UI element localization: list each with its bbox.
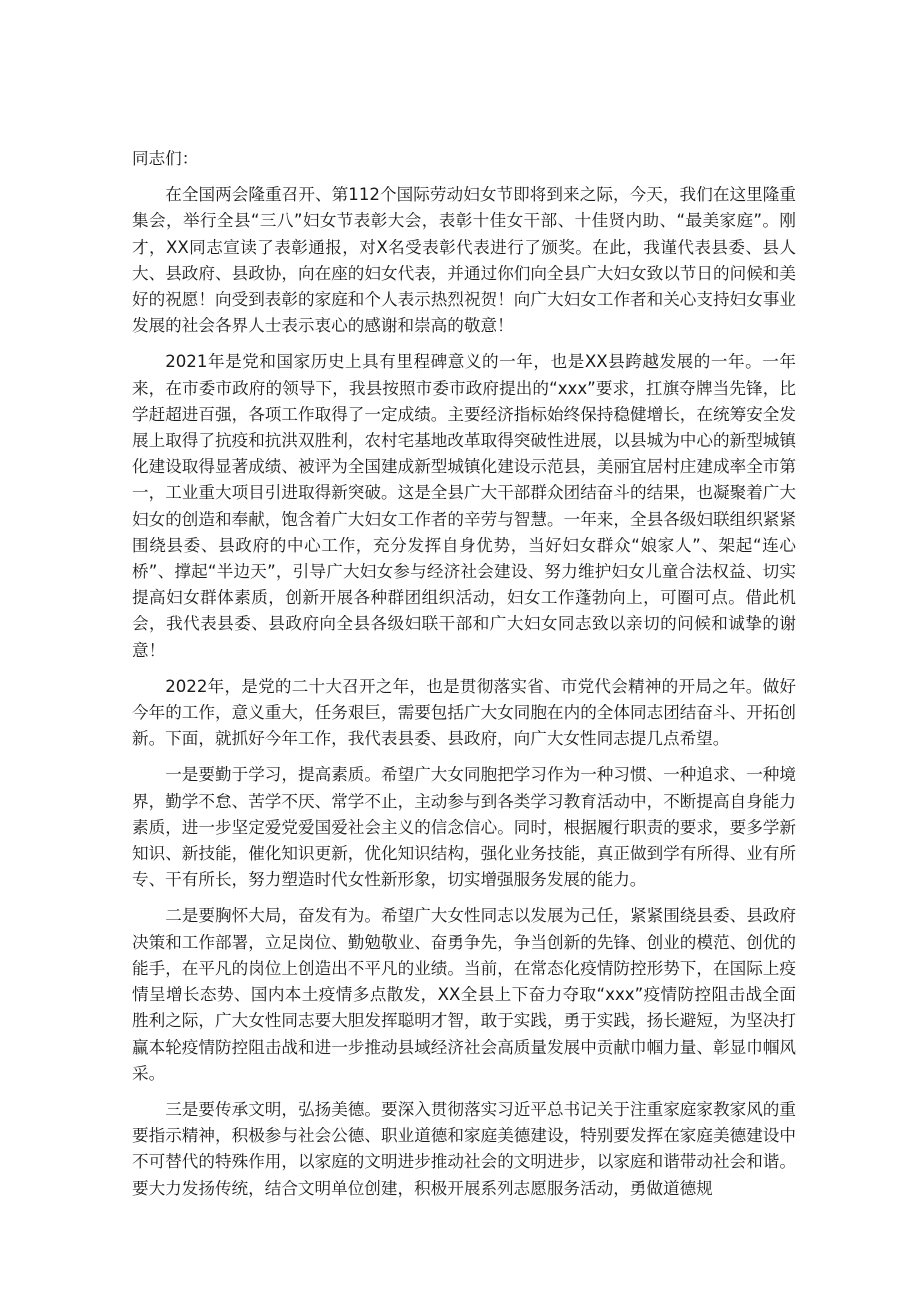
paragraph-hope-1: 一是要勤于学习，提高素质。希望广大女同胞把学习作为一种习惯、一种追求、一种境界，勤学不怠、苦学不厌、常学不止，主动参与到各类学习教育活动中，不断提高自身能力素质，进一步坚定爱党爱国爱社会主义的信念信心。同时，根据履行职责的要求，要多学新知识、新技能，催化知识更新，优化知识结构，强化业务技能，真正做到学有所得、业有所专、干有所长，努力塑造时代女性新形象，切实增强服务发展的能力。: [132, 765, 796, 890]
salutation: 同志们：: [132, 149, 199, 168]
paragraph-hope-2: 二是要胸怀大局，奋发有为。希望广大女性同志以发展为己任，紧紧围绕县委、县政府决策和工作部署，立足岗位、勤勉敬业、奋勇争先，争当创新的先锋、创业的模范、创优的能手，在平凡的岗位上创造出不平凡的业绩。当前，在常态化疫情防控形势下，在国际上疫情呈增长态势、国内本土疫情多点散发，XX全县上下奋力夺取“xxx”疫情防控阻击战全面胜利之际，广大女性同志要大胆发挥聪明才智，敢于实践，勇于实践，扬长避短，为坚决打赢本轮疫情防控阻击战和进一步推动县域经济社会高质量发展中贡献巾帼力量、彰显巾帼风采。: [132, 906, 796, 1083]
paragraph-2021-review: 2021年是党和国家历史上具有里程碑意义的一年，也是XX县跨越发展的一年。一年来，在市委市政府的领导下，我县按照市委市政府提出的“xxx”要求，扛旗夺牌当先锋，比学赶超进百强，各项工作取得了一定成绩。主要经济指标始终保持稳健增长，在统筹安全发展上取得了抗疫和抗洪双胜利，农村宅基地改革取得突破性进展，以县城为中心的新型城镇化建设取得显著成绩、被评为全国建成新型城镇化建设示范县，美丽宜居村庄建成率全市第一，工业重大项目引进取得新突破。这是全县广大干部群众团结奋斗的结果，也凝聚着广大妇女的创造和奉献，饱含着广大妇女工作者的辛劳与智慧。一年来，全县各级妇联组织紧紧围绕县委、县政府的中心工作，充分发挥自身优势，当好妇女群众“娘家人”、架起“连心桥”、撑起“半边天”，引导广大妇女参与经济社会建设、努力维护妇女儿童合法权益、切实提高妇女群体素质，创新开展各种群团组织活动，妇女工作蓬勃向上，可圈可点。借此机会，我代表县委、县政府向全县各级妇联干部和广大妇女同志致以亲切的问候和诚挚的谢意！: [132, 352, 796, 660]
document-page: [132, 146, 796, 1212]
paragraph-hope-3: 三是要传承文明，弘扬美德。要深入贯彻落实习近平总书记关于注重家庭家教家风的重要指示精神，积极参与社会公德、职业道德和家庭美德建设，特别要发挥在家庭美德建设中不可替代的特殊作用，以家庭的文明进步推动社会的文明进步，以家庭和谐带动社会和谐。要大力发扬传统，结合文明单位创建，积极开展系列志愿服务活动，勇做道德规: [132, 1099, 796, 1198]
paragraph-intro: 在全国两会隆重召开、第112个国际劳动妇女节即将到来之际，今天，我们在这里隆重集会，举行全县“三八”妇女节表彰大会，表彰十佳女干部、十佳贤内助、“最美家庭”。刚才，XX同志宣读了表彰通报，对X名受表彰代表进行了颁奖。在此，我谨代表县委、县人大、县政府、县政协，向在座的妇女代表，并通过你们向全县广大妇女致以节日的问候和美好的祝愿！向受到表彰的家庭和个人表示热烈祝贺！向广大妇女工作者和关心支持妇女事业发展的社会各界人士表示衷心的感谢和崇高的敬意！: [132, 185, 796, 336]
paragraph-2022-outlook: 2022年，是党的二十大召开之年，也是贯彻落实省、市党代会精神的开局之年。做好今年的工作，意义重大，任务艰巨，需要包括广大女同胞在内的全体同志团结奋斗、开拓创新。下面，就抓好今年工作，我代表县委、县政府，向广大女性同志提几点希望。: [132, 676, 796, 749]
